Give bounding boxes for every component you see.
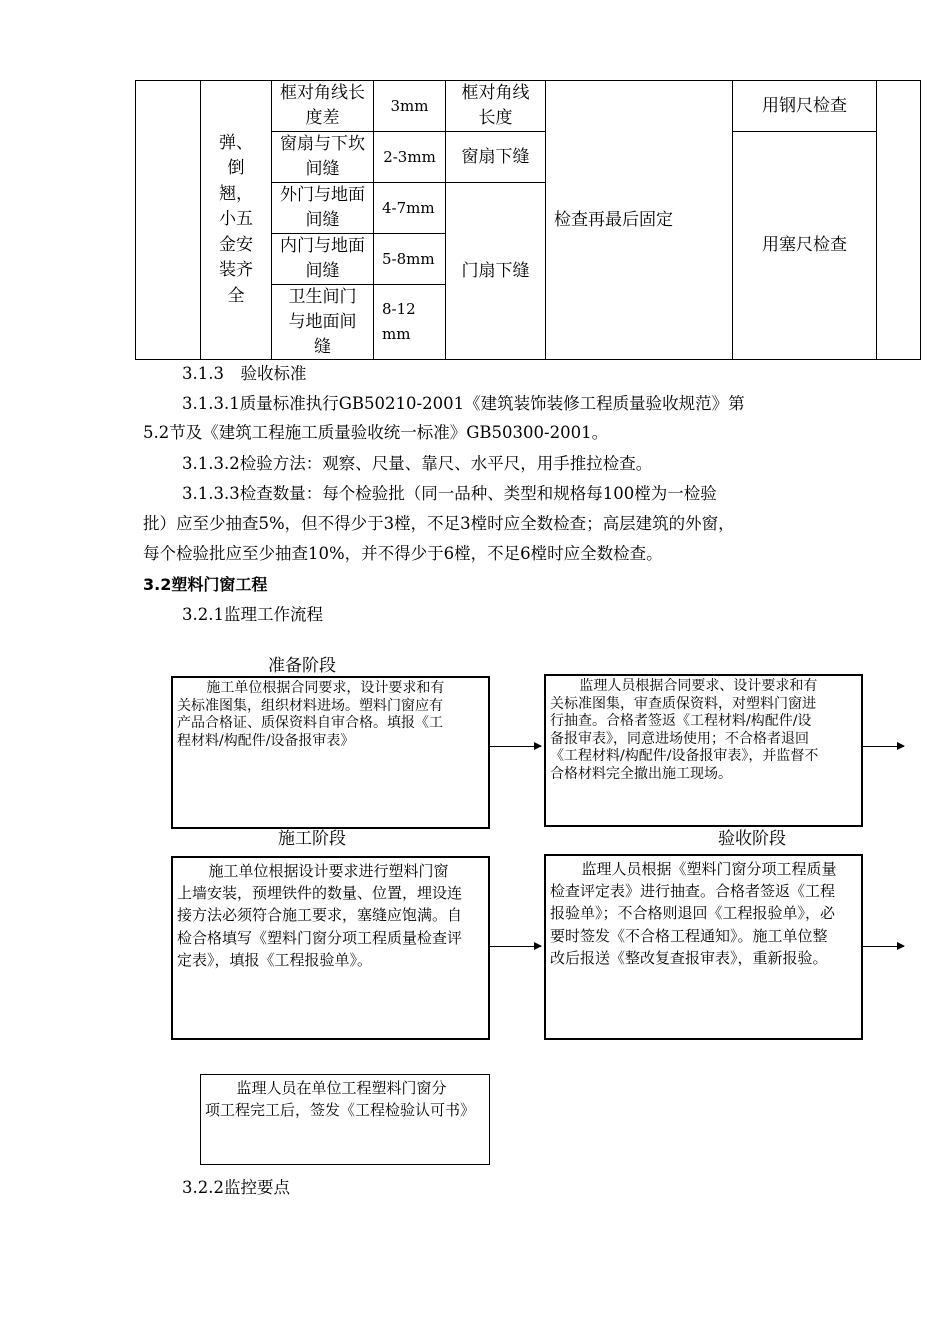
table-row-1-position: 框对角线长度	[445, 80, 546, 132]
stage-label-construct: 施工阶段	[278, 829, 346, 849]
table-blank-col-last	[876, 80, 921, 360]
para-3-1-3-1-line2: 5.2节及《建筑工程施工质量验收统一标准》GB50300-2001。	[143, 423, 609, 442]
table-row-2-position: 窗扇下缝	[445, 131, 546, 183]
stage-label-accept: 验收阶段	[718, 829, 786, 849]
flow-arrow-construct	[490, 946, 541, 947]
flow-box-supervisor-inspect: 监理人员根据《塑料门窗分项工程质量 检查评定表》进行抽查。合格者签返《工程 报验单》；不合格则退回《工程报验单》，必 要时签发《不合格工程通知》。施工单位整 改后报送《整改复查报审表》，重新报验。	[544, 854, 863, 1040]
table-method-feeler: 用塞尺检查	[732, 131, 877, 360]
heading-3-2-2: 3.2.2监控要点	[182, 1178, 290, 1197]
table-method-steel-ruler: 用钢尺检查	[732, 80, 877, 132]
heading-3-2: 3.2塑料门窗工程	[143, 575, 268, 594]
stage-label-prep: 准备阶段	[268, 656, 336, 676]
flow-box-contractor-material: 施工单位根据合同要求，设计要求和有 关标准图集，组织材料进场。塑料门窗应有 产品合格证、质保资料自审合格。填报《工 程材料/构配件/设备报审表》	[171, 676, 490, 829]
table-action-cell: 检查再最后固定	[545, 80, 733, 360]
flow-arrow-prep-out	[863, 746, 904, 747]
para-3-1-3-3-line2: 批）应至少抽查5%，但不得少于3樘，不足3樘时应全数检查；高层建筑的外窗，	[143, 514, 735, 533]
table-row-5-item: 卫生间门与地面间缝	[271, 284, 374, 360]
table-row-1-tolerance: 3mm	[373, 80, 446, 132]
para-3-1-3-3-line1: 3.1.3.3检查数量：每个检验批（同一品种、类型和规格每100樘为一检验	[182, 484, 717, 503]
table-row-1-item: 框对角线长度差	[271, 80, 374, 132]
para-3-1-3-1-line1: 3.1.3.1质量标准执行GB50210-2001《建筑装饰装修工程质量验收规范》第	[182, 394, 745, 413]
flow-box-supervisor-certify: 监理人员在单位工程塑料门窗分 项工程完工后，签发《工程检验认可书》	[200, 1074, 490, 1165]
table-category-cell: 弹、倒翘，小五金安装齐全	[200, 80, 272, 360]
table-row-4-tolerance: 5-8mm	[373, 233, 446, 285]
table-row-5-tolerance: 8-12mm	[373, 284, 446, 360]
table-door-position-cell: 门扇下缝	[445, 182, 546, 360]
table-row-3-tolerance: 4-7mm	[373, 182, 446, 234]
table-row-2-item: 窗扇与下坎间缝	[271, 131, 374, 183]
flow-arrow-accept-out	[863, 946, 904, 947]
heading-3-2-1: 3.2.1监理工作流程	[182, 605, 323, 624]
flow-box-supervisor-material: 监理人员根据合同要求、设计要求和有 关标准图集，审查质保资料，对塑料门窗进 行抽查。合格者签返《工程材料/构配件/设 备报审表》，同意进场使用；不合格者退回 《工程材料/构配件/设备报审表》，并监督不 合格材料完全撤出施工现场。	[544, 674, 863, 827]
table-row-2-tolerance: 2-3mm	[373, 131, 446, 183]
table-blank-col-1	[135, 80, 201, 360]
table-row-4-item: 内门与地面间缝	[271, 233, 374, 285]
table-row-3-item: 外门与地面间缝	[271, 182, 374, 234]
para-3-1-3-2: 3.1.3.2检验方法：观察、尺量、靠尺、水平尺，用手推拉检查。	[182, 454, 653, 473]
flow-arrow-prep	[490, 746, 541, 747]
para-3-1-3-3-line3: 每个检验批应至少抽查10%，并不得少于6樘，不足6樘时应全数检查。	[143, 544, 663, 563]
heading-3-1-3: 3.1.3 验收标准	[182, 364, 307, 383]
flow-box-contractor-install: 施工单位根据设计要求进行塑料门窗 上墙安装，预埋铁件的数量、位置，埋设连 接方法必须符合施工要求，塞缝应饱满。自 检合格填写《塑料门窗分项工程质量检查评 定表》，填报《工程报验单》。	[171, 856, 490, 1040]
